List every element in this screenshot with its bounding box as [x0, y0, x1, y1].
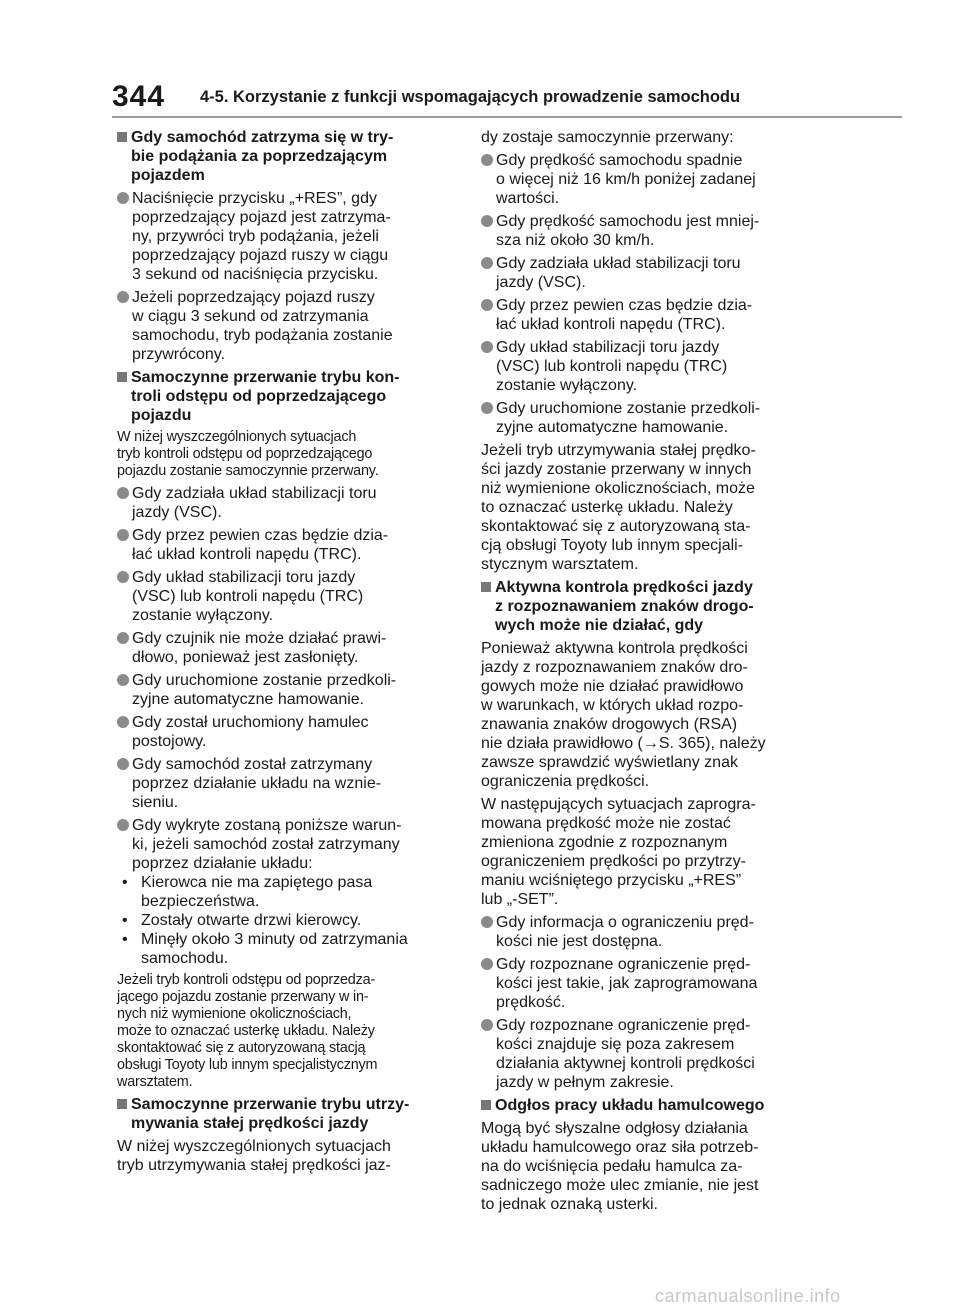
bullet-dot-icon [117, 758, 129, 770]
bullet-dot-icon [481, 154, 493, 166]
paragraph: Jeżeli tryb utrzymywania stałej prędko- ści jazdy zostanie przerwany w innych niż wymienione okolicznościach, może to oznaczać usterkę układu. Należy skontaktować się z autoryzowaną sta- cją obsługi Toyoty lub innym specjali- stycznym warsztatem. [481, 442, 756, 573]
bullet-dot-icon [117, 819, 129, 831]
page-number: 344 [112, 80, 166, 113]
bullet-text: Gdy informacja o ograniczeniu pręd- kości nie jest dostępna. [496, 914, 754, 950]
bullet-text: Gdy uruchomione zostanie przedkoli- zyjne automatyczne hamowanie. [132, 672, 397, 708]
bullet-item [481, 296, 821, 334]
bullet-text: Gdy został uruchomiony hamulec postojowy. [132, 714, 369, 750]
page-header [112, 80, 902, 120]
bullet-dot-icon [117, 571, 129, 583]
bullet-item [481, 913, 821, 951]
bullet-item [117, 568, 457, 625]
section-heading: Odgłos pracy układu hamulcowego [481, 1096, 821, 1115]
sub-bullet-text: Minęły około 3 minuty od zatrzymania samochodu. [141, 931, 408, 967]
bullet-item [481, 399, 821, 437]
bullet-text: Gdy samochód został zatrzymany poprzez działanie układu na wznie- sieniu. [132, 756, 382, 811]
section-heading: Gdy samochód zatrzyma się w try- bie podążania za poprzedzającym pojazdem [117, 128, 457, 185]
bullet-dot-icon [481, 916, 493, 928]
bullet-dot-icon [117, 291, 129, 303]
section-heading: Samoczynne przerwanie trybu utrzy- mywania stałej prędkości jazdy [117, 1095, 457, 1133]
sub-bullet-marker: • [122, 912, 128, 929]
bullet-item [117, 526, 457, 564]
section-brake-noise [481, 1096, 821, 1214]
bullet-item [481, 254, 821, 292]
bullet-item [117, 816, 457, 873]
bullet-text: Gdy zadziała układ stabilizacji toru jazdy (VSC). [496, 255, 741, 291]
section-closing: Jeżeli tryb kontroli odstępu od poprzedza- jącego pojazdu zostanie przerwany w in- nych niż wymienione okolicznościach, może to oznaczać usterkę układu. Należy skontaktować się z autoryzowaną stacją obsługi Toyoty lub innym specjalistycznym warsztatem. [117, 972, 378, 1090]
bullet-text: Gdy czujnik nie może działać prawi- dłowo, ponieważ jest zasłonięty. [132, 630, 387, 666]
bullet-text: Jeżeli poprzedzający pojazd ruszy w ciągu 3 sekund od zatrzymania samochodu, tryb podążania zostanie przywrócony. [132, 289, 393, 363]
continued-text: dy zostaje samoczynnie przerwany: [481, 129, 734, 146]
bullet-text: Gdy wykryte zostaną poniższe warun- ki, jeżeli samochód został zatrzymany poprzez działanie układu: [132, 817, 402, 872]
bullet-item [481, 212, 821, 250]
section-cancel-distance-control [117, 368, 457, 1091]
paragraph: Mogą być słyszalne odgłosy działania układu hamulcowego oraz siła potrzeb- na do wciśnięcia pedału hamulca za- sadniczego może ulec zmianie, nie jest to jednak oznaką usterki. [481, 1120, 759, 1213]
bullet-dot-icon [481, 1019, 493, 1031]
watermark: carmanualsonline.info [655, 1286, 841, 1306]
paragraph: W następujących sytuacjach zaprogra- mowana prędkość może nie zostać zmieniona zgodnie z rozpoznanym ograniczeniem prędkości po przytrzy- maniu wciśniętego przycisku „+RES” lub „-SET”. [481, 796, 756, 908]
bullet-text: Gdy prędkość samochodu jest mniej- sza niż około 30 km/h. [496, 213, 760, 249]
bullet-item [117, 755, 457, 812]
section-heading: Samoczynne przerwanie trybu kon- troli odstępu od poprzedzającego pojazdu [117, 368, 457, 425]
bullet-text: Gdy układ stabilizacji toru jazdy (VSC) lub kontroli napędu (TRC) zostanie wyłączony. [496, 339, 728, 394]
sub-bullet-item [117, 911, 457, 930]
bullet-dot-icon [117, 487, 129, 499]
bullet-dot-icon [117, 529, 129, 541]
bullet-item [481, 151, 821, 208]
bullet-dot-icon [481, 257, 493, 269]
sub-bullet-item [117, 873, 457, 911]
paragraph: Ponieważ aktywna kontrola prędkości jazdy z rozpoznawaniem znaków dro- gowych może nie działać prawidłowo w warunkach, w których układ rozpo- znawania znaków drogowych (RSA) nie działa prawidłowo (→S. 365), należy zawsze sprawdzić wyświetlany znak ograniczenia prędkości. [481, 640, 766, 790]
bullet-text: Gdy prędkość samochodu spadnie o więcej niż 16 km/h poniżej zadanej wartości. [496, 152, 756, 207]
right-column [481, 128, 821, 1218]
section-intro: W niżej wyszczególnionych sytuacjach tryb utrzymywania stałej prędkości jaz- [117, 1138, 391, 1174]
bullet-dot-icon [481, 215, 493, 227]
sub-bullet-item [117, 930, 457, 968]
section-cancel-constant-speed [117, 1095, 457, 1175]
section-stop-follow [117, 128, 457, 364]
bullet-item [117, 288, 457, 364]
bullet-item [117, 629, 457, 667]
sub-bullet-text: Kierowca nie ma zapiętego pasa bezpieczeństwa. [141, 874, 373, 910]
bullet-item [117, 713, 457, 751]
sub-bullet-text: Zostały otwarte drzwi kierowcy. [141, 912, 362, 929]
section-rsa-speed-control [481, 578, 821, 1092]
bullet-item [481, 338, 821, 395]
bullet-text: Gdy uruchomione zostanie przedkoli- zyjne automatyczne hamowanie. [496, 400, 761, 436]
bullet-dot-icon [117, 632, 129, 644]
bullet-item [117, 484, 457, 522]
bullet-item [117, 671, 457, 709]
bullet-text: Gdy rozpoznane ograniczenie pręd- kości jest takie, jak zaprogramowana prędkość. [496, 956, 758, 1011]
bullet-item [481, 955, 821, 1012]
bullet-dot-icon [481, 341, 493, 353]
bullet-text: Gdy układ stabilizacji toru jazdy (VSC) lub kontroli napędu (TRC) zostanie wyłączony. [132, 569, 364, 624]
bullet-dot-icon [117, 716, 129, 728]
bullet-item [117, 189, 457, 284]
bullet-dot-icon [481, 299, 493, 311]
bullet-text: Gdy przez pewien czas będzie dzia- łać układ kontroli napędu (TRC). [496, 297, 753, 333]
bullet-text: Naciśnięcie przycisku „+RES”, gdy poprzedzający pojazd jest zatrzyma- ny, przywróci tryb podążania, jeżeli poprzedzający pojazd ruszy w ciągu 3 sekund od naciśnięcia przycisku. [132, 190, 391, 283]
bullet-text: Gdy rozpoznane ograniczenie pręd- kości znajduje się poza zakresem działania aktywnej kontroli prędkości jazdy w pełnym zakresie. [496, 1017, 755, 1091]
sub-bullet-marker: • [122, 874, 128, 891]
bullet-item [481, 1016, 821, 1092]
header-divider [112, 116, 902, 118]
bullet-dot-icon [117, 674, 129, 686]
bullet-dot-icon [117, 192, 129, 204]
section-intro: W niżej wyszczególnionych sytuacjach tryb kontroli odstępu od poprzedzającego pojazdu zostanie samoczynnie przerwany. [117, 429, 379, 479]
bullet-text: Gdy przez pewien czas będzie dzia- łać układ kontroli napędu (TRC). [132, 527, 389, 563]
section-heading: Aktywna kontrola prędkości jazdy z rozpoznawaniem znaków drogo- wych może nie działać, gdy [481, 578, 821, 635]
bullet-dot-icon [481, 402, 493, 414]
bullet-dot-icon [481, 958, 493, 970]
chapter-title: 4-5. Korzystanie z funkcji wspomagających prowadzenie samochodu [200, 88, 741, 106]
sub-bullet-marker: • [122, 931, 128, 948]
left-column [117, 128, 457, 1179]
bullet-text: Gdy zadziała układ stabilizacji toru jazdy (VSC). [132, 485, 377, 521]
